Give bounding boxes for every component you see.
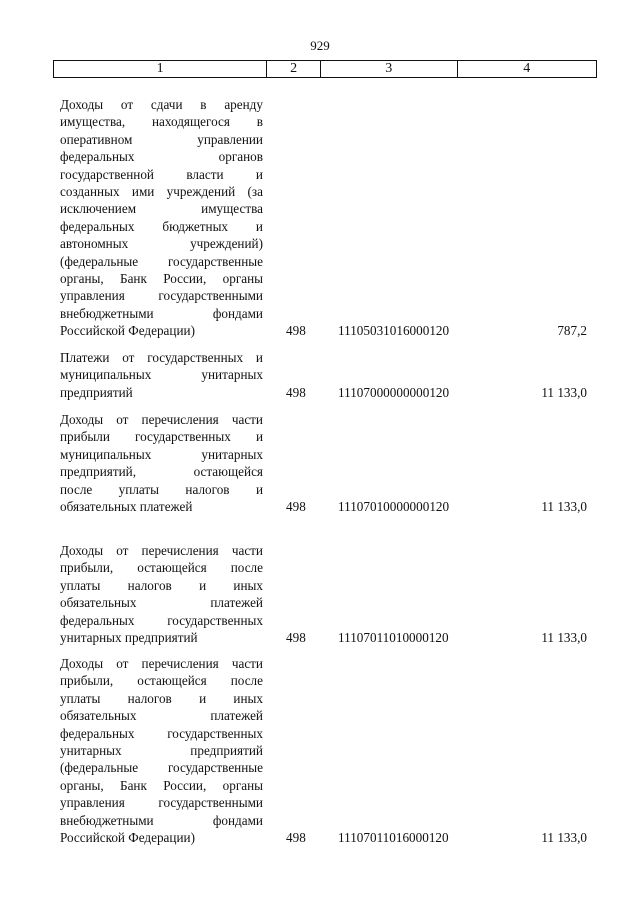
row-name-line: после уплаты налогов и	[60, 481, 263, 497]
row-amount: 11 133,0	[541, 630, 587, 645]
row-budget-code: 11107011010000120	[338, 630, 449, 645]
row-amount: 11 133,0	[541, 830, 587, 845]
row-name-line: Доходы от сдачи в аренду	[60, 97, 263, 112]
row-name-line: унитарных предприятий	[60, 743, 263, 759]
row-admin-code: 498	[286, 630, 306, 645]
row-name-line: обязательных платежей	[60, 595, 263, 611]
row-name-line: прибыли, остающейся после	[60, 560, 263, 576]
row-admin-code: 498	[286, 384, 306, 400]
row-admin-code: 498	[286, 499, 306, 514]
row-name-line: Платежи от государственных и	[60, 350, 263, 365]
row-name-line: прибыли, остающейся после	[60, 673, 263, 689]
row-budget-code: 11107010000000120	[338, 499, 450, 514]
row-budget-code: 11107000000000120	[338, 384, 450, 400]
row-name-line: органы, Банк России, органы	[60, 271, 263, 287]
row-name-line: оперативном управлении	[60, 131, 263, 147]
row-admin-code: 498	[286, 323, 306, 339]
row-name-line: управления государственными	[60, 288, 263, 304]
header-col-4: 4	[523, 61, 531, 76]
row-name-line: внебюджетными фондами	[60, 305, 263, 321]
row-name-line: органы, Банк России, органы	[60, 777, 263, 793]
row-name-line: Российской Федерации)	[60, 323, 195, 339]
row-name-line: (федеральные государственные	[60, 253, 263, 269]
row-name-line: (федеральные государственные	[60, 760, 263, 776]
row-name-line: уплаты налогов и иных	[60, 577, 263, 593]
row-name-line: Доходы от перечисления части	[60, 412, 263, 427]
row-amount: 787,2	[557, 323, 587, 339]
row-name-line: федеральных государственных	[60, 612, 263, 628]
row-budget-code: 11107011016000120	[338, 830, 449, 845]
row-name-line: муниципальных унитарных	[60, 367, 263, 383]
row-name-line: внебюджетными фондами	[60, 812, 263, 828]
page-number: 929	[310, 38, 330, 53]
row-name-line: Доходы от перечисления части	[60, 543, 263, 558]
row-name-line: Доходы от перечисления части	[60, 656, 263, 671]
row-amount: 11 133,0	[541, 384, 587, 400]
row-name-line: созданных ими учреждений (за	[60, 184, 263, 200]
row-name-line: федеральных государственных	[60, 725, 263, 741]
row-name-line: автономных учреждений)	[60, 236, 263, 252]
row-name-line: предприятий, остающейся	[60, 464, 263, 480]
row-name-line: Российской Федерации)	[60, 830, 195, 846]
row-name-line: уплаты налогов и иных	[60, 690, 263, 706]
row-name-line: обязательных платежей	[60, 499, 193, 515]
row-admin-code: 498	[286, 830, 306, 845]
row-name	[60, 349, 263, 401]
row-name-line: предприятий	[60, 384, 133, 400]
header-col-1: 1	[54, 61, 267, 77]
header-col-3: 3	[321, 61, 458, 77]
table-header	[53, 60, 597, 78]
row-name-line: управления государственными	[60, 795, 263, 811]
row-name-line: федеральных органов	[60, 149, 263, 165]
row-name	[60, 96, 263, 340]
row-amount: 11 133,0	[541, 499, 587, 514]
row-name-line: имущества, находящегося в	[60, 114, 263, 130]
row-name-line: прибыли государственных и	[60, 429, 263, 445]
row-name-line: обязательных платежей	[60, 708, 263, 724]
row-name-line: государственной власти и	[60, 166, 263, 182]
row-name	[60, 655, 263, 846]
row-name-line: унитарных предприятий	[60, 630, 198, 646]
row-name-line: муниципальных унитарных	[60, 446, 263, 462]
row-budget-code: 11105031016000120	[338, 323, 450, 339]
row-name-line: исключением имущества	[60, 201, 263, 217]
row-name-line: федеральных бюджетных и	[60, 218, 263, 234]
header-col-2: 2	[267, 61, 321, 77]
row-name	[60, 411, 263, 515]
row-name	[60, 542, 263, 646]
